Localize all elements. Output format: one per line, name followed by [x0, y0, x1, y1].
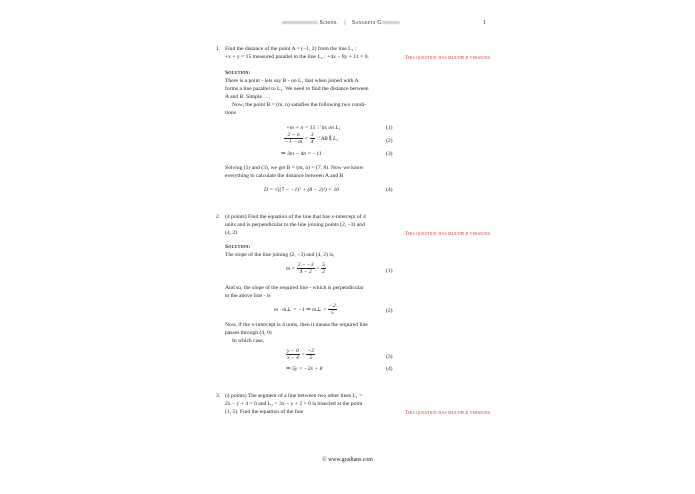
solution-text-line: forms a line parallel to L₂. We need to find the distance between [225, 86, 369, 92]
redacted-school-name [282, 21, 318, 24]
solution-text-line: Solving (1) and (3), we get B = (m, n) = (7, 8). Now we know [225, 165, 364, 171]
question-number: 3. [216, 393, 221, 399]
question-text-line: units and is perpendicular to the line joining points (2, −3) and [225, 222, 365, 228]
solution-text-line: everything to calculate the distance between A and B [225, 173, 344, 179]
multiple-versions-tag: This question has multiple versions [405, 56, 490, 61]
equation: $\frac{y - 0}{x - 4}$ = $\frac{-2}{5}$ [287, 348, 315, 361]
equation-number: (2) [386, 308, 393, 314]
solution-text-line: And so, the slope of the required line - which is perpendicular [225, 285, 364, 291]
redacted-author-surname [382, 21, 400, 24]
header-separator: | [344, 20, 346, 26]
equation: +m + n = 15 ∵ its on L₁ [286, 125, 341, 131]
equation-number: (3) [386, 151, 393, 157]
question-text-line: (4 points) The segment of a line between two other lines L₁ = [225, 393, 363, 399]
solution-text-line: passes through (4, 0) [225, 330, 272, 336]
equation-number: (2) [386, 138, 393, 144]
equation: ⇒ 5y = −2x + 8 [286, 366, 323, 372]
solution-label: Solution: [225, 70, 251, 76]
solution-text-line: The slope of the line joining (2, −3) and (4, 2) is, [225, 252, 335, 258]
question-text-line: (4, 2) [225, 230, 238, 236]
equation-number: (1) [386, 125, 393, 131]
solution-text-line: A and B. Simple . . . [225, 94, 271, 100]
page-footer: © www.gradians.com [322, 457, 373, 463]
question-text-line: 2x − y + 4 = 0 and L₂ = 3x − y + 2 = 0 is bisected at the point [225, 401, 363, 407]
equation-number: (4) [386, 366, 393, 372]
question-text-line: (4 points) Find the equation of the line that has x-intercept of 4 [225, 214, 366, 220]
solution-text-line: In which case, [232, 338, 265, 344]
equation: m = $\frac{2 - -3}{4 - 2}$ = $\frac{5}{2}$ [286, 262, 325, 275]
equation-number: (4) [386, 187, 393, 193]
solution-text-line: to the above line - is [225, 293, 271, 299]
equation: $\frac{2 - n}{-1 - m}$ = $\frac{3}{4}$ ∵ AB ∥ L₂ [285, 132, 339, 145]
solution-text-line: There is a point - lets say B - on L₁ that when joined with A [225, 78, 359, 84]
header-school: School [319, 20, 338, 26]
page-number: 1 [483, 20, 486, 26]
solution-text-line: tions [225, 110, 236, 116]
equation-number: (1) [386, 268, 393, 274]
solution-text-line: Now, if the x-intercept is 4 units, then it means the required line [225, 322, 368, 328]
multiple-versions-tag: This question has multiple versions [405, 411, 490, 416]
equation: D = √((7 − −1)² + (8 − 2)²) = 10 [264, 187, 340, 193]
equation: m · m⊥ = −1 ⇒ m⊥ = $\frac{-2}{5}$ [274, 303, 336, 316]
equation-number: (3) [386, 354, 393, 360]
question-number: 1. [216, 46, 221, 52]
question-text-line: +x + y = 15 measured parallel to the line L₂ : +4x − 8y + 11 = 0. [225, 54, 369, 60]
solution-text-line: Now, the point B = (m, n) satisfies the following two condi- [232, 102, 367, 108]
running-header [282, 20, 492, 30]
multiple-versions-tag: This question has multiple versions [405, 232, 490, 237]
question-text-line: (1, 5). Find the equation of the line [225, 409, 304, 415]
question-number: 2. [216, 214, 221, 220]
header-author: Sangeeta G [352, 20, 382, 26]
solution-label: Solution: [225, 244, 251, 250]
question-text-line: Find the distance of the point A = (−1, 2) from the line L₁ : [225, 46, 357, 52]
equation: ⇒ 3m − 4n = −11 [281, 151, 322, 157]
